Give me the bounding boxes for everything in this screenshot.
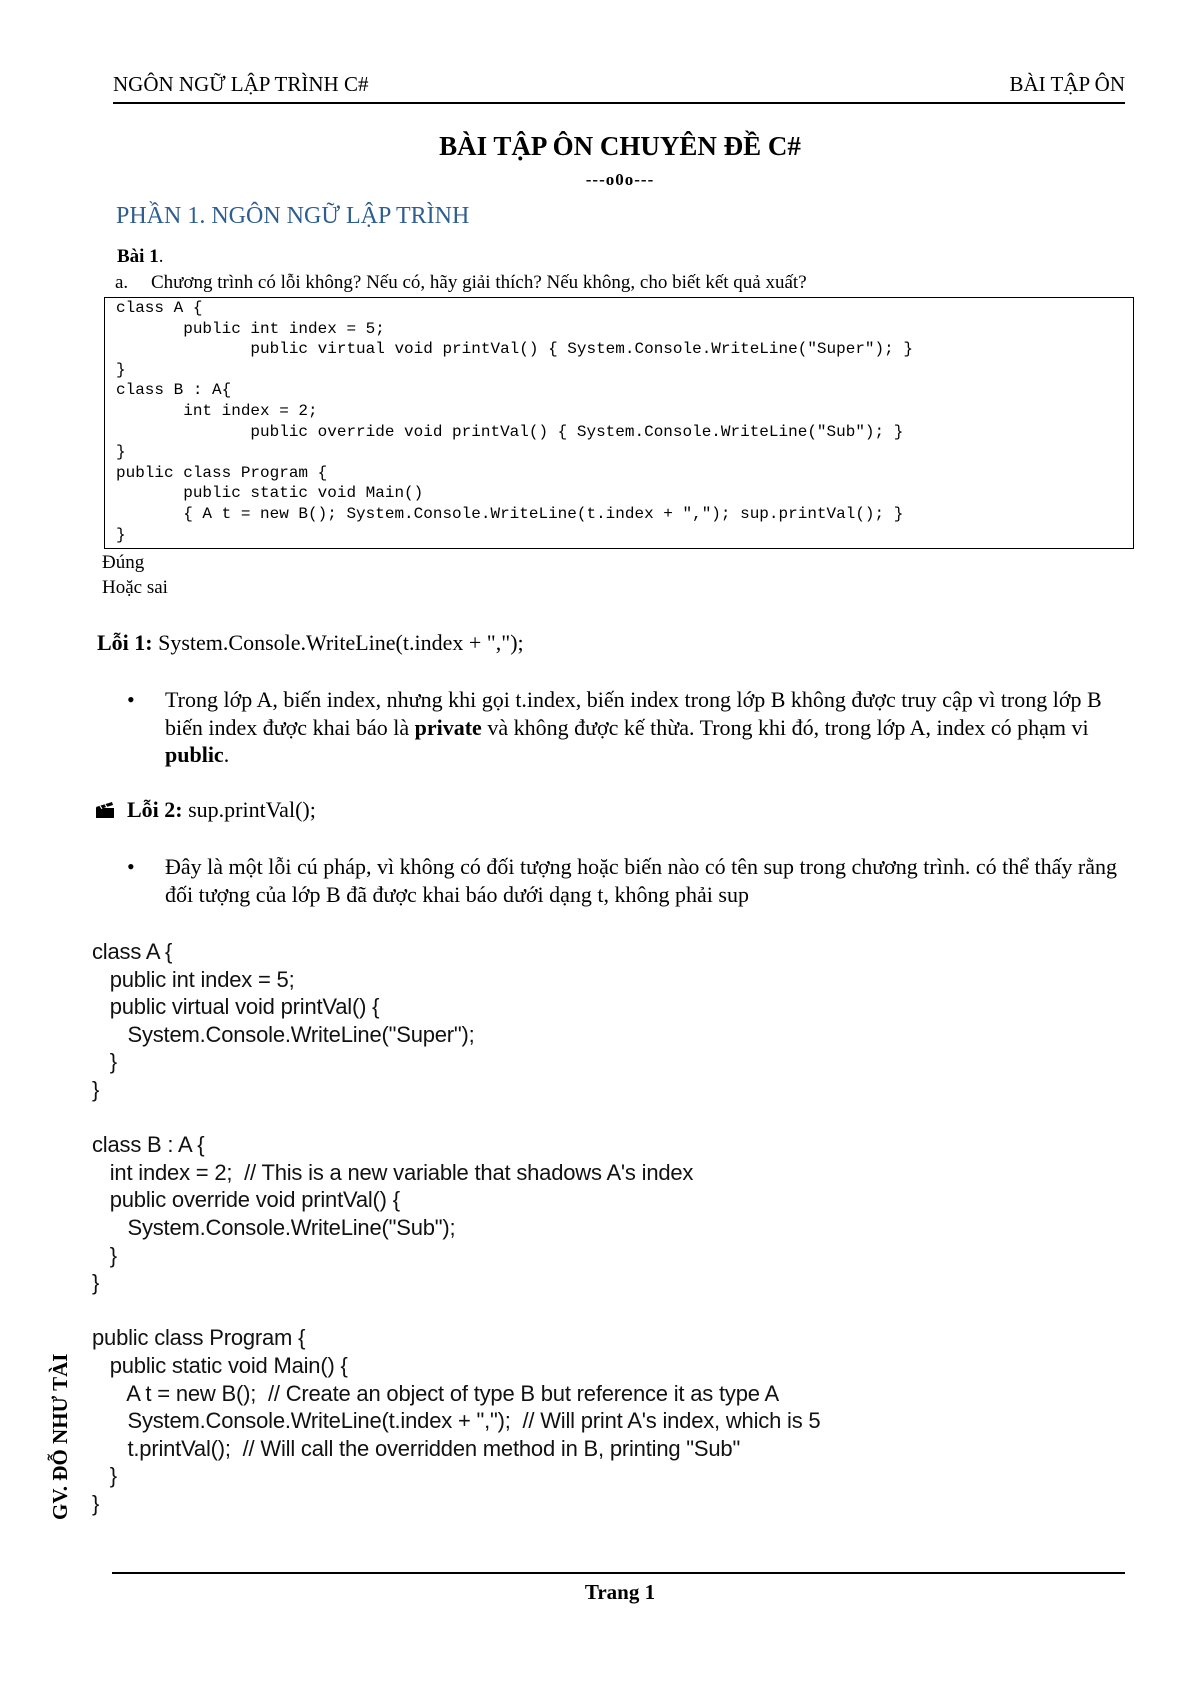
code-line: public override void printVal() { System.Console.WriteLine("Sub"); } [116,422,904,441]
corrected-code-line: } [92,1049,117,1075]
code-line: class B : A{ [116,381,232,400]
code-line: { A t = new B(); System.Console.WriteLine(t.index + ","); sup.printVal(); } [116,504,904,523]
corrected-code-line: t.printVal(); // Will call the overridden method in B, printing "Sub" [92,1435,741,1461]
header-course-title: NGÔN NGỮ LẬP TRÌNH C# [113,72,369,96]
corrected-code-line: int index = 2; // This is a new variable that shadows A's index [92,1159,694,1185]
code-listing-box [104,297,1134,549]
question-line [115,272,807,294]
error-1-line [97,630,524,656]
error-1-text-part1: Trong lớp A, biến index, nhưng khi gọi t.index, biến index trong lớp B không được truy cập vì trong lớp B biến index được khai báo là [165,687,1102,740]
corrected-code-line: System.Console.WriteLine("Sub"); [92,1214,456,1240]
error-2-line [95,797,316,823]
code-line: } [116,525,126,544]
error-1-label: Lỗi 1: [97,630,153,655]
title-ornament: ---o0o--- [585,170,655,189]
code-line: } [116,443,126,462]
corrected-code-line: A t = new B(); // Create an object of type B but reference it as type A [92,1380,779,1406]
error-1-keyword-public: public [165,742,224,767]
error-1-explanation-text [165,686,1127,769]
code-line: class A { [116,299,203,317]
clapperboard-icon [95,801,115,819]
exercise-label-suffix: . [158,246,164,267]
corrected-code-line: } [92,1076,100,1102]
corrected-code-line: class B : A { [92,1132,205,1158]
error-2-explanation-text: Đây là một lỗi cú pháp, vì không có đối tượng hoặc biến nào có tên sup trong chương trình. có thể thấy rằng đối tượng của lớp B đã được khai báo dưới dạng t, không phải sup [165,854,1117,907]
page-header [113,72,1125,104]
corrected-code-line: public int index = 5; [92,966,295,992]
header-doc-type: BÀI TẬP ÔN [1009,72,1125,96]
exercise-label [117,246,163,268]
question-marker: a. [115,272,129,293]
bullet-icon: • [127,687,135,712]
error-1-code: System.Console.WriteLine(t.index + ","); [158,630,524,655]
corrected-code-line: public class Program { [92,1325,306,1351]
error-2-explanation [127,853,1127,908]
code-line: public class Program { [116,463,328,482]
corrected-code-line [92,1297,820,1325]
code-line: int index = 2; [116,401,318,420]
error-2-code: sup.printVal(); [188,797,316,822]
section-heading: PHẦN 1. NGÔN NGỮ LẬP TRÌNH [116,203,470,229]
error-1-text-part2: và không được kế thừa. Trong khi đó, trong lớp A, index có phạm vi [481,714,1089,740]
code-line: public virtual void printVal() { System.Console.WriteLine("Super"); } [116,340,913,359]
corrected-code-line: System.Console.WriteLine(t.index + ","); // Will print A's index, which is 5 [92,1408,821,1434]
corrected-code-line [92,1104,820,1132]
corrected-code-line: class A { [92,939,173,964]
code-line: public static void Main() [116,484,424,503]
corrected-code-line: } [92,1490,100,1516]
error-2-label: Lỗi 2: [127,797,183,822]
exercise-number: Bài 1 [117,246,159,267]
corrected-code-line: public static void Main() { [92,1352,348,1378]
code-line: public int index = 5; [116,319,385,338]
question-text: Chương trình có lỗi không? Nếu có, hãy giải thích? Nếu không, cho biết kết quả xuất? [151,272,807,293]
corrected-code-line: } [92,1242,117,1268]
corrected-code-line: public virtual void printVal() { [92,994,380,1020]
code-listing [105,298,1133,545]
side-author-label: GV. ĐỖ NHƯ TÀI [48,1353,72,1520]
corrected-code-line: public override void printVal() { [92,1187,400,1213]
corrected-code-line: System.Console.WriteLine("Super"); [92,1021,475,1047]
footer-rule [112,1572,1125,1574]
error-1-keyword-private: private [414,714,482,740]
corrected-code-line: } [92,1463,117,1489]
error-1-text-part3: . [223,742,230,767]
answer-option-false: Hoặc sai [102,577,168,598]
corrected-code-block [92,938,820,1517]
page-number: Trang 1 [584,1580,656,1604]
answer-option-true: Đúng [102,552,145,573]
corrected-code-line: } [92,1270,100,1296]
bullet-icon: • [127,854,135,879]
code-line: } [116,360,126,379]
document-title: BÀI TẬP ÔN CHUYÊN ĐỀ C# [439,131,801,161]
error-1-explanation [127,686,1127,769]
